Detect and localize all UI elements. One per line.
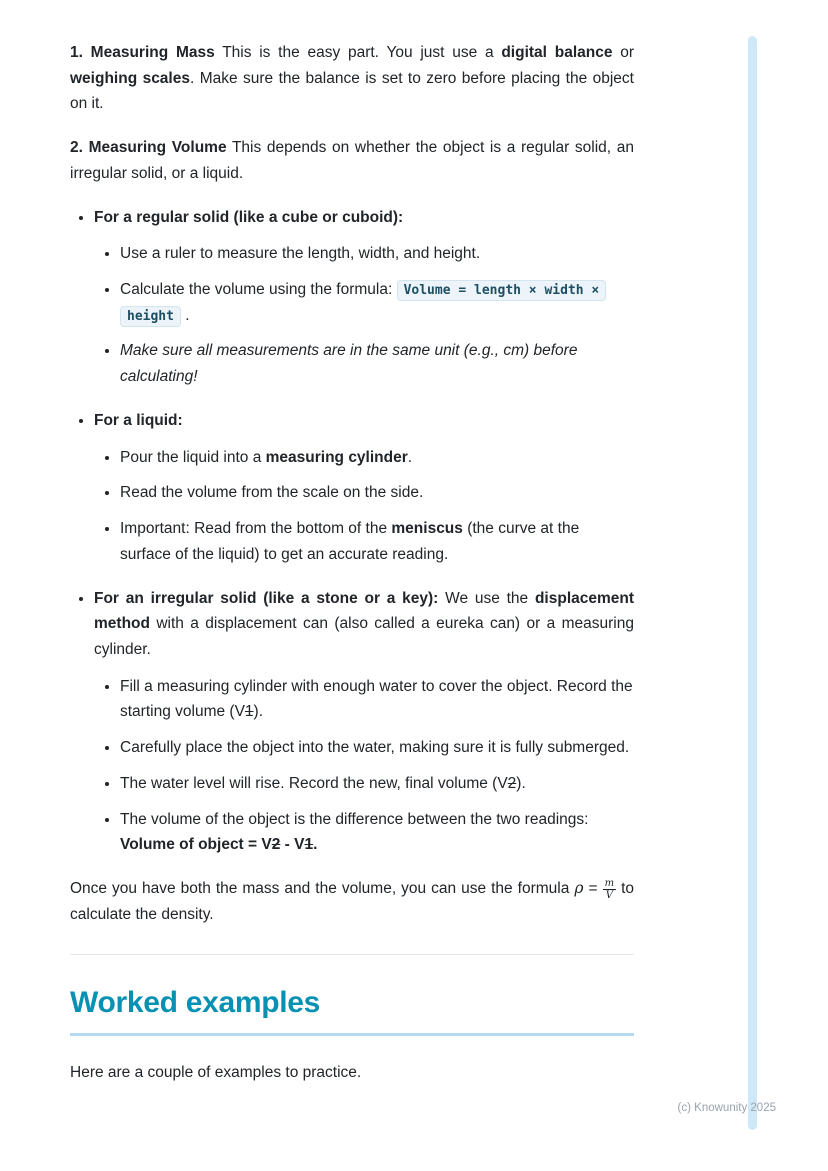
text-run-bold: displacement method <box>94 589 635 633</box>
struck-subscript: 2 <box>271 836 281 854</box>
density-formula <box>574 877 616 902</box>
paragraph-examples-intro: Here are a couple of examples to practice. <box>70 1063 362 1081</box>
bullet-record-v1 <box>120 674 634 725</box>
text-run-bold: weighing scales <box>70 69 190 87</box>
text-run: Calculate the volume using the formula: <box>120 281 397 299</box>
bullet-liquid <box>94 408 634 568</box>
text-run: The water level will rise. Record the new, final volume (V <box>120 774 508 792</box>
text-run: . <box>407 448 413 466</box>
text-run: with a displacement can (also called a eureka can) or a measuring cylinder. <box>94 615 634 658</box>
rho-symbol: ρ <box>574 878 584 897</box>
document-content <box>70 40 634 1085</box>
text-run: (the curve at the surface of the liquid) to get an accurate reading. <box>120 520 580 563</box>
fraction-m-over-v <box>603 878 616 902</box>
liquid-title: For a liquid: <box>94 411 183 429</box>
text-run: ). <box>516 774 526 792</box>
regular-solid-title: For a regular solid (like a cube or cuboid): <box>94 208 404 226</box>
text-run: ). <box>253 703 264 721</box>
struck-subscript: 1 <box>244 703 254 721</box>
regular-solid-sublist <box>94 241 634 390</box>
bullet-use-ruler <box>120 241 634 267</box>
text-run: = <box>583 879 603 897</box>
text-run: The volume of the object is the difference between the two readings: <box>120 810 589 828</box>
volume-methods-list <box>70 205 634 858</box>
text-run-bold: . <box>313 836 318 854</box>
text-run: Pour the liquid into a <box>120 448 266 466</box>
text-run: or <box>612 44 635 61</box>
text-run: Use a ruler to measure the length, width, and height. <box>120 245 481 263</box>
bullet-submerge-object <box>120 735 634 761</box>
text-run-bold: measuring cylinder <box>265 448 408 466</box>
text-run: Read the volume from the scale on the side. <box>120 484 424 502</box>
bullet-meniscus <box>120 516 634 567</box>
text-run: This depends on whether the object is a regular solid, an irregular solid, or a liquid. <box>70 139 634 182</box>
paragraph-density-formula <box>70 876 634 928</box>
section-divider <box>70 954 634 955</box>
text-run-bold: digital balance <box>501 44 613 61</box>
text-run: Once you have both the mass and the volume, you can use the formula <box>70 879 575 897</box>
section-heading-worked-examples: Worked examples <box>70 985 634 1036</box>
scrollbar-thumb[interactable] <box>748 36 757 1130</box>
text-run-bold: 2. Measuring Volume <box>70 139 227 157</box>
text-run: This is the easy part. You just use a <box>214 44 502 61</box>
text-run-bold <box>304 836 313 853</box>
bullet-irregular-solid <box>94 586 634 858</box>
text-run: We use the <box>438 589 535 607</box>
bullet-volume-formula <box>120 277 634 328</box>
text-run: to calculate the density. <box>70 879 634 923</box>
fraction-denominator: V <box>603 889 616 902</box>
bullet-record-v2 <box>120 771 634 797</box>
bullet-same-unit-note <box>120 338 634 389</box>
text-run: Carefully place the object into the water, making sure it is fully submerged. <box>120 739 630 757</box>
text-run: . <box>180 306 190 324</box>
struck-subscript: 1 <box>304 836 314 854</box>
text-run-italic: Make sure all measurements are in the same unit (e.g., cm) before calculating! <box>120 342 578 386</box>
fraction-numerator: m <box>604 877 615 889</box>
text-run: Fill a measuring cylinder with enough water to cover the object. Record the starting volume (V <box>120 677 633 721</box>
struck-subscript: 2 <box>507 774 517 792</box>
text-run-bold: - V <box>280 836 305 854</box>
text-run-bold: Volume of object = V <box>120 836 272 854</box>
text-run: Important: Read from the bottom of the <box>120 520 392 538</box>
irregular-solid-intro <box>94 586 634 663</box>
watermark: (c) Knowunity 2025 <box>677 1102 776 1114</box>
text-run-bold: For an irregular solid (like a stone or a key): <box>94 589 439 607</box>
liquid-sublist <box>94 445 634 568</box>
volume-formula-code: Volume = length × width × height <box>120 280 606 327</box>
text-run-bold: meniscus <box>391 520 463 538</box>
text-run-bold: 1. Measuring Mass <box>70 44 215 61</box>
text-run: . Make sure the balance is set to zero before placing the object on it. <box>70 69 634 113</box>
bullet-regular-solid <box>94 205 634 390</box>
bullet-pour-liquid <box>120 445 634 471</box>
bullet-volume-difference <box>120 807 634 858</box>
bullet-read-scale <box>120 480 634 506</box>
paragraph-measuring-mass <box>70 40 634 117</box>
paragraph-measuring-volume <box>70 135 634 186</box>
irregular-solid-sublist <box>94 674 634 858</box>
